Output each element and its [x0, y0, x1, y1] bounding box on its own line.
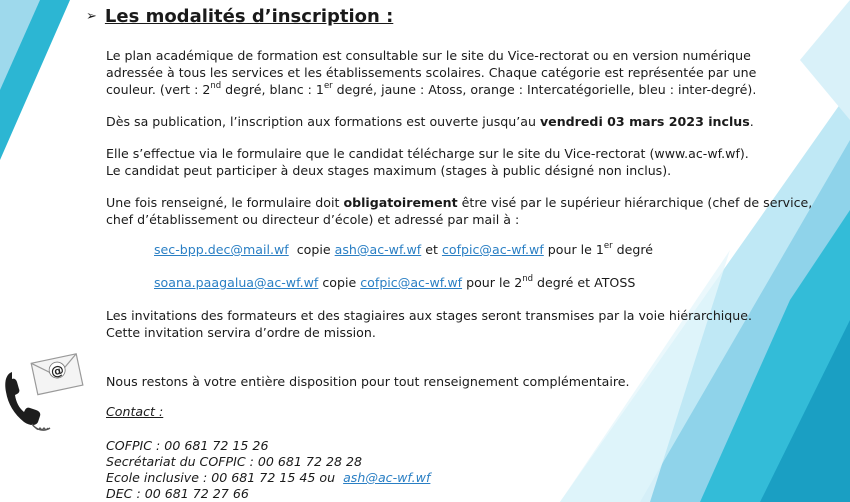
pour-text: pour le 1 — [543, 242, 604, 257]
contact-title: Contact : — [106, 404, 164, 419]
contact-secretariat: Secrétariat du COFPIC : 00 681 72 28 28 — [106, 454, 363, 469]
p4-part1: Une fois renseigné, le formulaire doit — [106, 195, 344, 210]
p2-end: . — [749, 114, 754, 129]
section-heading — [86, 6, 393, 27]
bullet-arrow-icon: ➢ — [86, 9, 97, 24]
heading-text: Les modalités d’inscription : — [104, 6, 394, 27]
degree-text-2: degré et ATOSS — [533, 275, 636, 290]
envelope-icon — [31, 354, 83, 395]
p1-part2: degré, blanc : 1 — [221, 82, 324, 97]
p1-part3: degré, jaune : Atoss, orange : Intercatégorielle, bleu : inter-degré). — [332, 82, 757, 97]
p3-line2: Le candidat peut participer à deux stages maximum (stages à public désigné non inclus). — [106, 163, 672, 178]
pour-text-2: pour le 2 — [462, 275, 523, 290]
p4-part2: être visé par le supérieur hiérarchique (chef de service, chef d’établissement ou directeur d’école) et adressé par mail à : — [106, 195, 813, 227]
deadline-date: vendredi 03 mars 2023 inclus — [539, 114, 750, 129]
copie-text: copie — [288, 242, 335, 257]
email-line-1 — [154, 241, 653, 258]
email-link-sec-bpp[interactable]: sec-bpp.dec@mail.wf — [154, 242, 289, 257]
email-link-soana[interactable]: soana.paagalua@ac-wf.wf — [154, 275, 319, 290]
p4-bold: obligatoirement — [343, 195, 458, 210]
sup-nd: nd — [522, 273, 534, 284]
p2-text: Dès sa publication, l’inscription aux formations est ouverte jusqu’au — [106, 114, 540, 129]
et-text: et — [421, 242, 442, 257]
email-link-cofpic[interactable]: cofpic@ac-wf.wf — [441, 242, 544, 257]
paragraph-validation — [106, 194, 818, 228]
contact-cofpic: COFPIC : 00 681 72 15 26 — [106, 438, 269, 453]
email-line-2 — [154, 274, 635, 291]
degree-text: degré — [612, 242, 654, 257]
paragraph-availability: Nous restons à votre entière disposition pour tout renseignement complémentaire. — [106, 374, 630, 389]
p3-line1: Elle s’effectue via le formulaire que le candidat télécharge sur le site du Vice-rectorat (www.ac-wf.wf). — [106, 146, 749, 161]
p1-part1: Le plan académique de formation est consultable sur le site du Vice-rectorat ou en version numérique adressée à tous les services et les établissements scolaires. Chaque catégorie est représentée par une couleur. (vert : 2 — [106, 48, 757, 97]
paragraph-catalog — [106, 47, 806, 98]
phone-mail-icon — [2, 348, 90, 436]
paragraph-deadline — [106, 113, 806, 130]
paragraph-invitations: Les invitations des formateurs et des stagiaires aux stages seront transmises par la voie hiérarchique. Cette invitation servira d’ordre de mission. — [106, 308, 753, 340]
contact-ecole — [106, 469, 430, 486]
p1-sup1: nd — [210, 80, 222, 91]
copie-text-2: copie — [318, 275, 361, 290]
contact-dec: DEC : 00 681 72 27 66 — [106, 486, 249, 501]
paragraph-form — [106, 145, 816, 179]
contact-ecole-text: Ecole inclusive : 00 681 72 15 45 ou — [106, 470, 344, 485]
at-symbol-icon: @ — [49, 362, 66, 381]
sup-er: er — [603, 240, 613, 251]
email-link-cofpic-2[interactable]: cofpic@ac-wf.wf — [360, 275, 463, 290]
email-link-ash-contact[interactable]: ash@ac-wf.wf — [343, 470, 431, 485]
email-link-ash[interactable]: ash@ac-wf.wf — [334, 242, 422, 257]
p1-sup2: er — [323, 80, 333, 91]
